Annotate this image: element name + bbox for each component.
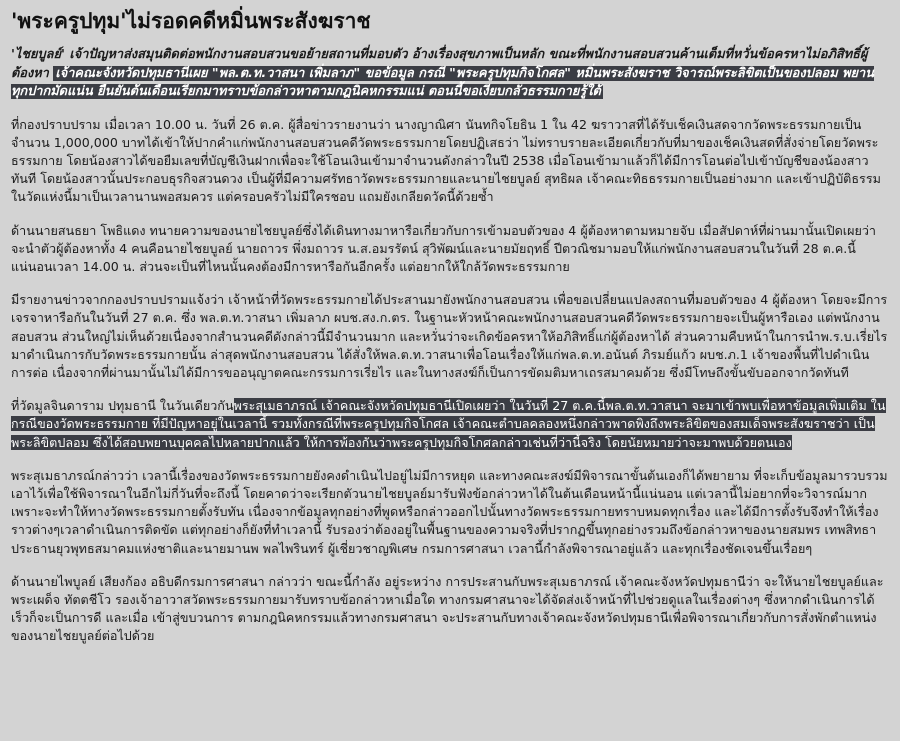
article-headline: 'พระครูปทุม'ไม่รอดคดีหมิ่นพระสังฆราช xyxy=(11,9,371,33)
paragraph-6: ด้านนายไพบูลย์ เสียงก้อง อธิบดีกรมการศาสนา กล่าวว่า ขณะนี้กำลัง อยู่ระหว่าง การประสานกับพระสุเมธาภรณ์ เจ้าคณะจังหวัดปทุมธานีว่า จะให้นายไชยบูลย์และพระเผด็จ ทัตตชีโว รองเจ้าอาวาสวัดพระธรรมกายมารับทราบข้อกล่าวหาเมื่อใด ทางกรมศาสนาจะได้จัดส่งเจ้าหน้าที่ไปช่วยดูแลในเรื่องต่างๆ ซึ่งหากดำเนินการได้เร็วก็จะเป็นการดี และเมื่อ เข้าสู่ขบวนการ ตามกฎนิคหกรรมแล้วทางกรมศาสนา จะประสานกับทางเจ้าคณะจังหวัดปทุมธานีเพื่อพิจารณาเกี่ยวกับการสั่งพักตำแหน่งของนายไชยบูลย์ต่อไปด้วย xyxy=(11,573,884,644)
paragraph-4-text: ที่วัดมูลจินดาราม ปทุมธานี ในวันเดียวกัน xyxy=(11,398,234,414)
lead-highlighted-text: เจ้าคณะจังหวัดปทุมธานีเผย "พล.ต.ท.วาสนา เพิ่มลาภ" ขอข้อมูล กรณี "พระครูปทุมกิจโกศล" หมิ่นพระสังฆราช วิจารณ์พระลิขิตเป็นของปลอม พยานทุกปากมัดแน่น ยืนยันต้นเดือนเรียกมาทราบข้อกล่าวหาตามกฎนิคหกรรมแน่ ตอนนี้ขอเงียบกลัวธรรมกายรู้ใต้ xyxy=(11,65,874,99)
paragraph-5: พระสุเมธาภรณ์กล่าวว่า เวลานี้เรื่องของวัดพระธรรมกายยังคงดำเนินไปอยู่ไม่มีการหยุด และทางคณะสงฆ์มีพิจารณาขั้นต้นเองก็ได้พยายาม ที่จะเก็บข้อมูลมารวบรวมเอาไว้เพื่อใช้พิจารณาในอีกไม่กี่วันที่จะถึงนี้ โดยคาดว่าจะเรียกตัวนายไชยบูลย์มารับฟังข้อกล่าวหาได้ในต้นเดือนหน้านี้แน่นอน แต่เวลานี้ไม่อยากที่จะวิจารณ์มากเพราะจะทำให้ทางวัดพระธรรมกายตั้งรับทัน เนื่องจากข้อมูลทุกอย่างที่พูดหรือกล่าวออกไปนั้นทางวัดพระธรรมกายทราบหมดทุกเรื่อง และได้มีการตั้งรับจึงทำให้เรื่องราวต่างๆเวลาดำเนินการติดขัด แต่ทุกอย่างก็ยังที่ทำเวลานี้ รับรองว่าต้องอยู่ในพื้นฐานของความจริงที่ปรากฏขึ้นทุกอย่างรวมถึงข้อกล่าวหาของนายสมพร เทพสิทธา ประธานยุวพุทธสมาคมแห่งชาติและนายมานพ พลไพรินทร์ ผู้เชี่ยวชาญพิเศษ กรมการศาสนา เวลานี้กำลังพิจารณาอยู่แล้ว และทุกเรื่องชัดเจนขึ้นเรื่อยๆ xyxy=(11,467,888,556)
paragraph-1: ที่กองปราบปราม เมื่อเวลา 10.00 น. วันที่ 26 ต.ค. ผู้สื่อข่าวรายงานว่า นางญาณิศา นันทกิจโยธิน 1 ใน 42 ฆราวาสที่ได้รับเช็คเงินสดจากวัดพระธรรมกายเป็นจำนวน 1,000,000 บาทได้เข้าให้ปากคำแก่พนักงานสอบสวนคดีวัดพระธรรมกายโดยปฏิเสธว่า ไม่ทราบรายละเอียดเกี่ยวกับที่มาของเช็คเงินสดที่สั่งจ่ายโดยวัดพระธรรมกาย โดยน้องสาวได้ขอยืมเลขที่บัญชีเงินฝากเพื่อจะใช้โอนเงินเข้ามาจำนวนดังกล่าวในปี 2538 เมื่อโอนเข้ามาแล้วก็ได้มีการโอนต่อไปเข้าบัญชีของน้องสาวทันที โดยน้องสาวนั้นประกอบธุรกิจสวนดวง เป็นผู้ที่มีความศรัทธาวัดพระธรรมกายและนายไชยบูลย์ สุทธิผล เจ้าคณะทิธธรรมกายเป็นอย่างมาก และเข้าปฏิบัติธรรมในวัดแห่งนี้มาเป็นเวลานานพอสมควร แต่ครอบครัวไม่มีใครชอบ แถมยังเกลียดวัดนี้ด้วยซ้ำ xyxy=(11,116,881,205)
article-lead xyxy=(11,46,888,102)
paragraph-2: ด้านนายสนธยา โพธิแดง ทนายความของนายไชยบูลย์ซึ่งได้เดินทางมาหารือเกี่ยวกับการเข้ามอบตัวของ 4 ผู้ต้องหาตามหมายจับ เมื่อสัปดาห์ที่ผ่านมานั้นเปิดเผยว่า จะนำตัวผู้ต้องหาทั้ง 4 คนคือนายไชยบูลย์ นายถาวร พึ่งมถาวร น.ส.อมรรัตน์ สุวิพัฒน์และนายมัยฤทธิ์ ปีตวณิชมามอบให้แก่พนักงานสอบสวนในวันที่ 28 ต.ค.นี้แน่นอนเวลา 14.00 น. ส่วนจะเป็นที่ไหนนั้นคงต้องมีการหารือกันอีกครั้ง แต่อยากให้ใกล้วัดพระธรรมกาย xyxy=(11,222,876,274)
lead-text: 'ไชยบูลย์' เจ้าปัญหาส่งสมุนติดต่อพนักงานสอบสวนขอย้ายสถานที่มอบตัว อ้างเรื่องสุขภาพเป็นหลัก ขณะที่พนักงานสอบสวนค้านเต็มที่หวั่นข้อครหาไม่อภิสิทธิ์ผู้ต้องหา xyxy=(11,47,868,81)
paragraph-3: มีรายงานข่าวจากกองปราบปรามแจ้งว่า เจ้าหน้าที่วัดพระธรรมกายได้ประสานมายังพนักงานสอบสวน เพื่อขอเปลี่ยนแปลงสถานที่มอบตัวของ 4 ผู้ต้องหา โดยจะมีการเจรจาหารือกันในวันที่ 27 ต.ค. ซึ่ง พล.ต.ท.วาสนา เพิ่มลาภ ผบช.สง.ก.ตร. ในฐานะหัวหน้าคณะพนักงานสอบสวนคดีวัดพระธรรมกายจะเป็นผู้หารือเอง แต่พนักงานสอบสวน ส่วนใหญ่ไม่เห็นด้วยเนื่องจากสำนวนคดีดังกล่าวนี้มีจำนวนมาก และหวั่นว่าจะเกิดข้อครหาให้อภิสิทธิ์แก่ผู้ต้องหาได้ ส่วนความคืบหน้าในการนำพ.ร.บ.เรี่ยไร มาดำเนินการกับวัดพระธรรมกายนั้น ล่าสุดพนักงานสอบสวน ได้สั่งให้พล.ต.ท.วาสนาเพื่อโอนเรื่องให้แก่พล.ต.ท.อนันต์ ภิรมย์แก้ว ผบช.ภ.1 เจ้าของพื้นที่ไปดำเนินการต่อ เนื่องจากที่ผ่านมานั้นไม่ได้มีการขออนุญาตคณะกรรมการเรี่ยไร และในทางสงฆ์ก็เป็นการขัดมติมหาเถรสมาคมด้วย ซึ่งมีโทษถึงขั้นขับออกจากวัดทันที xyxy=(11,292,888,380)
paragraph-4-highlighted-text: พระสุเมธาภรณ์ เจ้าคณะจังหวัดปทุมธานีเปิดเผยว่า ในวันที่ 27 ต.ค.นี้พล.ต.ท.วาสนา จะมาเข้าพบเพื่อหาข้อมูลเพิ่มเติม ในกรณีของวัดพระธรรมกาย ที่มีปัญหาอยู่ในเวลานี้ รวมทั้งกรณีที่พระครูปทุมกิจโกศล เจ้าคณะตำบลคลองหนึ่งกล่าวพาดพิงถึงพระลิขิตของสมเด็จพระสังฆราชว่า เป็นพระลิขิตปลอม ซึ่งได้สอบพยานบุคคลไปหลายปากแล้ว ให้การพ้องกันว่าพระครูปทุมกิจโกศลกล่าวเช่นที่ว่านี้จริง โดยนัยหมายว่าจะมาพบด้วยตนเอง xyxy=(11,398,886,450)
paragraph-4 xyxy=(11,397,888,452)
